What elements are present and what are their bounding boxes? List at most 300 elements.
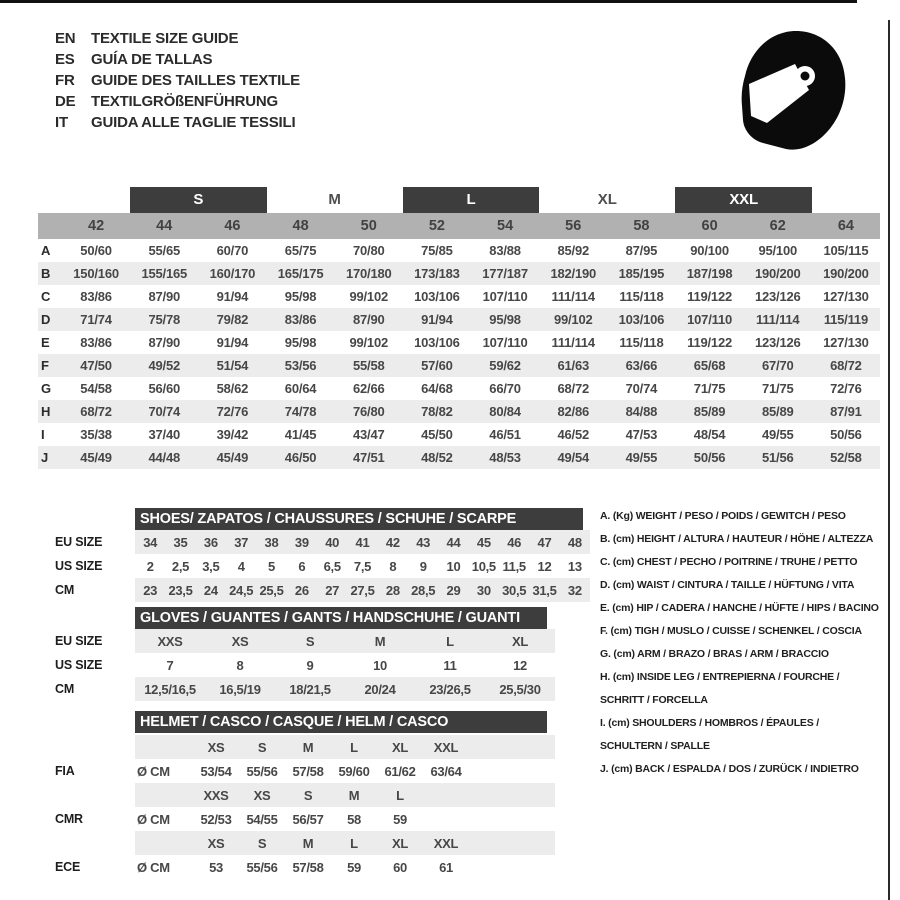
unit-cell: Ø CM — [137, 811, 170, 827]
table-cell: 85/92 — [557, 243, 590, 258]
table-cell: M — [374, 633, 386, 649]
table-cell: 23 — [143, 582, 158, 598]
table-cell: 9 — [419, 558, 427, 574]
size-column-header: 56 — [565, 218, 582, 234]
legend-line: A. (Kg) WEIGHT / PESO / POIDS / GEWITCH / PESO — [600, 510, 846, 522]
measurement-legend — [600, 505, 888, 781]
table-cell: 64/68 — [421, 381, 453, 396]
table-cell: 87/90 — [148, 335, 181, 350]
table-cell: 90/100 — [690, 243, 729, 258]
table-cell: 24 — [203, 582, 218, 598]
table-cell: 76/80 — [352, 404, 385, 419]
table-cell: 45 — [476, 534, 491, 550]
table-cell: 72/76 — [216, 404, 249, 419]
table-cell: 12,5/16,5 — [144, 681, 196, 697]
table-cell: 59/62 — [489, 358, 521, 373]
legend-item — [600, 758, 888, 781]
table-cell: 59 — [347, 859, 361, 875]
language-code: ES — [55, 51, 75, 68]
table-cell: 103/106 — [414, 335, 460, 350]
shoes-table-body — [55, 530, 590, 602]
table-row — [55, 554, 590, 578]
table-cell: 6,5 — [323, 558, 341, 574]
size-column-header: 48 — [292, 218, 309, 234]
language-row — [55, 70, 300, 91]
table-cell: 47/53 — [625, 427, 658, 442]
table-cell: 56/60 — [148, 381, 181, 396]
size-table-row — [38, 285, 880, 308]
table-cell: 42 — [385, 534, 400, 550]
size-column-header: 54 — [497, 218, 514, 234]
table-cell: 45/49 — [216, 450, 249, 465]
table-cell: 25,5/30 — [499, 681, 541, 697]
table-cell: 150/160 — [73, 266, 119, 281]
row-label: CM — [55, 583, 75, 597]
table-cell: 55/56 — [246, 763, 278, 779]
table-cell: 63/66 — [625, 358, 658, 373]
legend-item — [600, 620, 888, 643]
table-cell: 35/38 — [80, 427, 112, 442]
table-cell: 182/190 — [550, 266, 597, 281]
helmet-size-header: XS — [207, 835, 225, 851]
row-letter-label: B — [41, 266, 51, 281]
helmet-icon — [733, 28, 855, 154]
table-cell: 85/89 — [693, 404, 726, 419]
table-cell: 18/21,5 — [289, 681, 331, 697]
legend-item — [600, 712, 888, 758]
table-cell: 62/66 — [352, 381, 385, 396]
table-cell: 99/102 — [553, 312, 593, 327]
table-cell: 59/60 — [338, 763, 370, 779]
table-cell: 155/165 — [141, 266, 188, 281]
table-cell: L — [446, 633, 454, 649]
table-cell: 70/74 — [148, 404, 181, 419]
legend-item — [600, 643, 888, 666]
legend-line: I. (cm) SHOULDERS / HOMBROS / ÉPAULES / — [600, 717, 819, 729]
table-cell: 87/90 — [352, 312, 385, 327]
table-cell: 10 — [446, 558, 461, 574]
table-cell: 103/106 — [414, 289, 460, 304]
table-cell: 71/75 — [761, 381, 794, 396]
row-label: US SIZE — [55, 658, 103, 672]
helmet-size-header: S — [257, 835, 267, 851]
size-column-header: 44 — [156, 218, 173, 234]
size-number-header-row — [38, 213, 880, 239]
table-cell: 67/70 — [761, 358, 794, 373]
row-letter-label: D — [41, 312, 51, 327]
table-cell: 47/51 — [352, 450, 385, 465]
table-cell: 74/78 — [284, 404, 317, 419]
table-cell: 75/78 — [148, 312, 181, 327]
language-title: GUÍA DE TALLAS — [91, 51, 213, 68]
language-code: IT — [55, 114, 68, 131]
table-cell: 43 — [416, 534, 431, 550]
table-cell: 5 — [268, 558, 275, 574]
size-group-label: M — [328, 191, 341, 208]
table-cell: 46 — [507, 534, 522, 550]
unit-cell: Ø CM — [137, 763, 170, 779]
table-cell: 44 — [446, 534, 461, 550]
helmet-sizes-row — [135, 831, 555, 855]
table-cell: 87/95 — [625, 243, 658, 258]
table-cell: 111/114 — [551, 335, 595, 350]
helmet-values-row — [55, 807, 555, 831]
table-cell: 8 — [389, 558, 397, 574]
table-cell: 79/82 — [216, 312, 249, 327]
table-row — [55, 530, 590, 554]
table-cell: 61/62 — [384, 763, 416, 779]
table-cell: 70/74 — [625, 381, 658, 396]
table-cell: 12 — [513, 657, 527, 673]
table-cell: 12 — [537, 558, 552, 574]
table-cell: XS — [231, 633, 249, 649]
size-group-label: L — [403, 187, 539, 213]
language-title: TEXTILE SIZE GUIDE — [91, 30, 239, 47]
table-cell: 170/180 — [345, 266, 392, 281]
helmet-size-header: XS — [207, 739, 225, 755]
size-table-row — [38, 331, 880, 354]
table-cell: 11,5 — [502, 558, 526, 574]
table-cell: 107/110 — [482, 289, 528, 304]
table-cell: 48/54 — [693, 427, 726, 442]
table-cell: XL — [511, 633, 528, 649]
table-cell: 83/86 — [80, 289, 112, 304]
helmet-size-header: M — [302, 835, 314, 851]
size-group-label: XXL — [675, 187, 811, 213]
legend-line: F. (cm) TIGH / MUSLO / CUISSE / SCHENKEL / COSCIA — [600, 625, 862, 637]
table-cell: 49/52 — [148, 358, 181, 373]
helmet-size-header: S — [303, 787, 313, 803]
table-cell: 58 — [347, 811, 361, 827]
table-cell: 2 — [146, 558, 154, 574]
table-cell: 43/47 — [352, 427, 385, 442]
size-table-row — [38, 239, 880, 262]
legend-item — [600, 551, 888, 574]
table-cell: 115/118 — [619, 335, 664, 350]
table-cell: 61/63 — [557, 358, 590, 373]
row-letter-label: E — [41, 335, 50, 350]
table-cell: 119/122 — [687, 335, 732, 350]
size-column-header: 62 — [769, 218, 786, 234]
table-cell: 25,5 — [259, 582, 284, 598]
table-cell: 111/114 — [551, 289, 595, 304]
table-cell: 13 — [567, 558, 582, 574]
table-cell: 115/119 — [823, 312, 868, 327]
row-label: EU SIZE — [55, 634, 103, 648]
table-cell: 46/52 — [557, 427, 590, 442]
table-cell: 53 — [209, 859, 223, 875]
table-cell: 30,5 — [502, 582, 527, 598]
size-column-header: 46 — [224, 218, 241, 234]
legend-item — [600, 574, 888, 597]
table-cell: 127/130 — [823, 335, 869, 350]
table-cell: 54/55 — [246, 811, 278, 827]
table-cell: 4 — [237, 558, 245, 574]
table-cell: 60 — [393, 859, 407, 875]
helmet-size-header: M — [348, 787, 360, 803]
table-cell: 10 — [373, 657, 387, 673]
table-cell: 190/200 — [754, 266, 801, 281]
table-cell: 37/40 — [148, 427, 181, 442]
table-cell: 23,5 — [168, 582, 193, 598]
table-cell: 23/26,5 — [429, 681, 471, 697]
table-cell: 61 — [439, 859, 453, 875]
legend-item — [600, 528, 888, 551]
table-cell: 185/195 — [618, 266, 665, 281]
legend-line: SCHRITT / FORCELLA — [600, 694, 708, 706]
table-cell: 44/48 — [148, 450, 181, 465]
table-cell: 127/130 — [823, 289, 869, 304]
size-column-header: 42 — [88, 218, 105, 234]
legend-line: SCHULTERN / SPALLE — [600, 740, 710, 752]
table-cell: 50/60 — [80, 243, 112, 258]
language-row — [55, 28, 300, 49]
table-cell: 190/200 — [823, 266, 869, 281]
size-column-header: 60 — [701, 218, 718, 234]
helmet-size-header: M — [302, 739, 314, 755]
size-table-body — [38, 239, 880, 469]
helmet-size-header: XL — [391, 835, 408, 851]
row-letter-label: F — [41, 358, 49, 373]
helmet-size-header: L — [350, 835, 358, 851]
table-cell: 57/60 — [421, 358, 453, 373]
size-group-label: S — [130, 187, 266, 213]
table-cell: 59 — [393, 811, 407, 827]
table-cell: 9 — [306, 657, 314, 673]
table-cell: 83/86 — [284, 312, 317, 327]
table-cell: 7,5 — [353, 558, 372, 574]
table-cell: 51/54 — [216, 358, 249, 373]
table-cell: 41/45 — [284, 427, 317, 442]
table-cell: 87/90 — [148, 289, 181, 304]
table-cell: 48/52 — [421, 450, 453, 465]
table-cell: 91/94 — [421, 312, 453, 327]
table-cell: 177/187 — [482, 266, 528, 281]
legend-item — [600, 505, 888, 528]
table-cell: 63/64 — [430, 763, 462, 779]
language-title: TEXTILGRÖßENFÜHRUNG — [91, 93, 279, 110]
row-letter-label: J — [41, 450, 49, 465]
table-cell: 27,5 — [350, 582, 375, 598]
language-row — [55, 112, 300, 133]
table-cell: 20/24 — [364, 681, 396, 697]
table-cell: 75/85 — [421, 243, 453, 258]
table-cell: 91/94 — [216, 335, 249, 350]
table-cell: 53/56 — [284, 358, 317, 373]
table-cell: 41 — [355, 534, 370, 550]
table-cell: 45/49 — [80, 450, 112, 465]
table-cell: 57/58 — [292, 763, 324, 779]
table-cell: 27 — [325, 582, 340, 598]
helmet-table-title: HELMET / CASCO / CASQUE / HELM / CASCO — [135, 711, 547, 733]
gloves-table-title: GLOVES / GUANTES / GANTS / HANDSCHUHE / GUANTI — [135, 607, 547, 629]
table-cell: 83/88 — [489, 243, 521, 258]
table-cell: 95/98 — [489, 312, 521, 327]
table-cell: 65/75 — [284, 243, 317, 258]
standard-label: CMR — [55, 812, 83, 826]
size-group-row — [38, 185, 880, 213]
table-row — [55, 653, 555, 677]
table-cell: 115/118 — [619, 289, 664, 304]
table-cell: 165/175 — [277, 266, 324, 281]
table-cell: 11 — [443, 657, 457, 673]
table-cell: 37 — [234, 534, 249, 550]
unit-cell: Ø CM — [137, 859, 170, 875]
table-cell: 26 — [294, 582, 309, 598]
table-cell: 72/76 — [830, 381, 862, 396]
table-cell: 50/56 — [693, 450, 726, 465]
helmet-icon-svg — [733, 28, 855, 154]
table-cell: 7 — [166, 657, 174, 673]
helmet-table-body — [55, 735, 555, 879]
size-column-header: 64 — [837, 218, 854, 234]
table-cell: 99/102 — [349, 289, 389, 304]
table-cell: 68/72 — [557, 381, 590, 396]
table-cell: 52/58 — [830, 450, 862, 465]
shoes-table-title: SHOES/ ZAPATOS / CHAUSSURES / SCHUHE / SCARPE — [135, 508, 583, 530]
table-cell: 83/86 — [80, 335, 112, 350]
legend-item — [600, 666, 888, 712]
table-cell: 49/55 — [625, 450, 658, 465]
language-row — [55, 49, 300, 70]
top-border-line — [0, 0, 857, 3]
table-cell: 87/91 — [830, 404, 862, 419]
table-cell: 56/57 — [292, 811, 324, 827]
helmet-values-row — [55, 855, 555, 879]
helmet-size-header: L — [396, 787, 404, 803]
table-cell: 55/65 — [148, 243, 181, 258]
size-group-label: XL — [597, 191, 617, 208]
legend-line: J. (cm) BACK / ESPALDA / DOS / ZURÜCK / INDIETRO — [600, 763, 859, 775]
language-code: EN — [55, 30, 76, 47]
helmet-size-header: L — [350, 739, 358, 755]
legend-line: B. (cm) HEIGHT / ALTURA / HAUTEUR / HÖHE / ALTEZZA — [600, 533, 874, 545]
table-row — [55, 629, 555, 653]
table-cell: 32 — [567, 582, 582, 598]
helmet-size-header: XXS — [203, 787, 229, 803]
table-cell: 71/75 — [693, 381, 726, 396]
row-letter-label: I — [41, 427, 45, 442]
table-row — [55, 578, 590, 602]
table-cell: 123/126 — [754, 289, 801, 304]
right-border-line — [888, 20, 890, 900]
table-cell: 58/62 — [216, 381, 249, 396]
table-cell: 95/98 — [284, 289, 317, 304]
legend-line: D. (cm) WAIST / CINTURA / TAILLE / HÜFTUNG / VITA — [600, 579, 855, 591]
table-cell: S — [305, 633, 315, 649]
table-cell: 119/122 — [687, 289, 732, 304]
helmet-values-row — [55, 759, 555, 783]
table-cell: 29 — [446, 582, 461, 598]
size-column-header: 58 — [633, 218, 650, 234]
size-column-header: 50 — [360, 218, 377, 234]
table-cell: 160/170 — [209, 266, 256, 281]
standard-label: ECE — [55, 860, 81, 874]
table-cell: 6 — [298, 558, 306, 574]
table-cell: 99/102 — [349, 335, 389, 350]
table-cell: 30 — [476, 582, 491, 598]
table-cell: 187/198 — [686, 266, 733, 281]
helmet-size-header: XS — [253, 787, 271, 803]
table-cell: 107/110 — [687, 312, 732, 327]
table-cell: 49/55 — [761, 427, 794, 442]
legend-line: G. (cm) ARM / BRAZO / BRAS / ARM / BRACCIO — [600, 648, 829, 660]
table-cell: 68/72 — [80, 404, 112, 419]
textile-size-table — [38, 185, 880, 469]
table-cell: 36 — [203, 534, 218, 550]
size-table-row — [38, 308, 880, 331]
legend-line: H. (cm) INSIDE LEG / ENTREPIERNA / FOURCHE / — [600, 671, 840, 683]
table-cell: 48/53 — [489, 450, 521, 465]
language-title: GUIDA ALLE TAGLIE TESSILI — [91, 114, 296, 131]
helmet-size-header: XXL — [433, 835, 459, 851]
table-cell: 38 — [264, 534, 279, 550]
table-cell: 95/100 — [758, 243, 798, 258]
table-cell: 60/70 — [216, 243, 249, 258]
row-letter-label: H — [41, 404, 51, 419]
helmet-sizes-row — [135, 783, 555, 807]
table-cell: 107/110 — [482, 335, 528, 350]
table-cell: 52/53 — [200, 811, 232, 827]
gloves-table-body — [55, 629, 555, 701]
helmet-size-header: XL — [391, 739, 408, 755]
row-letter-label: A — [41, 243, 51, 258]
gloves-size-table — [55, 607, 555, 701]
language-code: FR — [55, 72, 75, 89]
table-cell: 46/51 — [489, 427, 521, 442]
table-cell: 39 — [294, 534, 309, 550]
legend-line: C. (cm) CHEST / PECHO / POITRINE / TRUHE / PETTO — [600, 556, 858, 568]
table-cell: 80/84 — [489, 404, 521, 419]
language-row — [55, 91, 300, 112]
table-cell: 31,5 — [532, 582, 557, 598]
row-label: CM — [55, 682, 75, 696]
helmet-size-header: S — [257, 739, 267, 755]
standard-label: FIA — [55, 764, 75, 778]
table-cell: 85/89 — [761, 404, 794, 419]
table-cell: 49/54 — [557, 450, 590, 465]
table-cell: 28 — [385, 582, 400, 598]
table-cell: 71/74 — [80, 312, 112, 327]
table-cell: 95/98 — [284, 335, 317, 350]
table-cell: 51/56 — [761, 450, 794, 465]
table-cell: 10,5 — [471, 558, 496, 574]
table-cell: 65/68 — [693, 358, 726, 373]
table-cell: 57/58 — [292, 859, 324, 875]
table-cell: 55/58 — [352, 358, 385, 373]
table-cell: 45/50 — [421, 427, 453, 442]
table-cell: 78/82 — [421, 404, 453, 419]
table-cell: 16,5/19 — [219, 681, 261, 697]
table-cell: 28,5 — [411, 582, 436, 598]
table-cell: 35 — [173, 534, 188, 550]
table-cell: 91/94 — [216, 289, 249, 304]
table-cell: 54/58 — [80, 381, 112, 396]
size-table-row — [38, 446, 880, 469]
table-cell: 48 — [567, 534, 582, 550]
table-cell: 82/86 — [557, 404, 590, 419]
size-column-header: 52 — [428, 218, 445, 234]
table-cell: 55/56 — [246, 859, 278, 875]
size-table-row — [38, 400, 880, 423]
table-cell: 47 — [537, 534, 552, 550]
helmet-sizes-row — [135, 735, 555, 759]
table-cell: 70/80 — [352, 243, 385, 258]
table-cell: XXS — [157, 633, 183, 649]
language-title-list — [55, 28, 300, 133]
table-cell: 39/42 — [216, 427, 249, 442]
size-table-row — [38, 423, 880, 446]
